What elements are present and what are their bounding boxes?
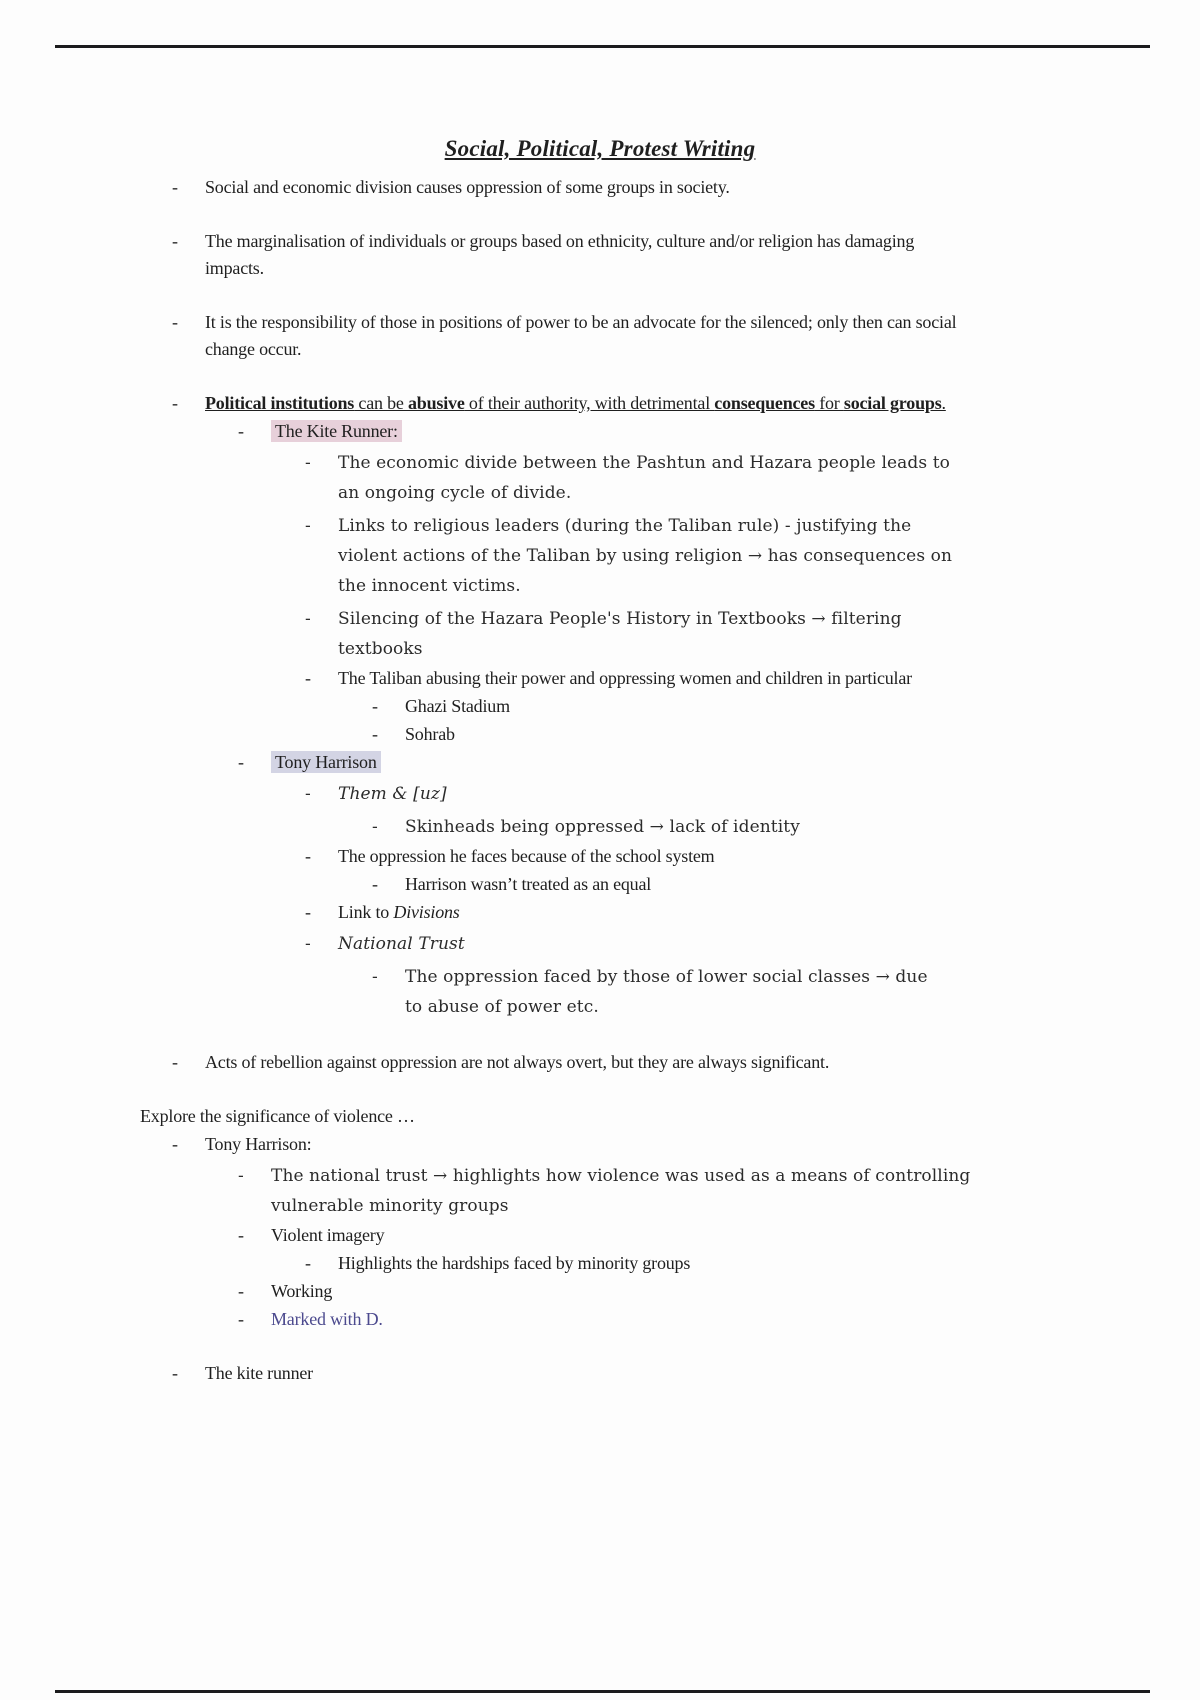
bullet-dash: -: [372, 874, 378, 894]
bullet-text: Highlights the hardships faced by minority groups: [338, 1253, 691, 1273]
bullet-item: [0, 448, 1200, 508]
bullet-text: Political institutions can be abusive of their authority, with detrimental consequences for social groups.: [205, 393, 946, 413]
bullet-item: [0, 1131, 1200, 1158]
bullet-text: [271, 749, 381, 776]
bullet-item: [0, 418, 1200, 445]
bullet-item: [0, 843, 1200, 870]
bullet-text: Marked with D.: [271, 1309, 383, 1329]
document-title: Social, Political, Protest Writing: [444, 136, 756, 161]
document-body: [0, 136, 1200, 1387]
paragraph: [0, 1103, 1200, 1130]
bullet-dash: -: [172, 1052, 178, 1072]
bullet-text: Violent imagery: [271, 1225, 385, 1245]
bullet-dash: -: [372, 967, 378, 987]
bullet-item: [0, 174, 1200, 201]
bullet-item: [0, 721, 1200, 748]
bullet-item: [0, 228, 1200, 282]
bullet-dash: -: [172, 393, 178, 413]
highlighted-text: Tony Harrison: [271, 751, 381, 773]
bullet-text: Acts of rebellion against oppression are not always overt, but they are always significant.: [205, 1052, 830, 1072]
bullet-text: The national trust → highlights how violence was used as a means of controlling vulnerable minority groups: [271, 1166, 971, 1216]
bullet-item: [0, 1360, 1200, 1387]
bullet-item: [0, 309, 1200, 363]
bullet-text: The marginalisation of individuals or groups based on ethnicity, culture and/or religion has damaging impacts.: [205, 231, 915, 278]
bullet-text: Skinheads being oppressed → lack of identity: [405, 817, 800, 837]
bullet-dash: -: [305, 1253, 311, 1273]
bullet-item: [0, 1161, 1200, 1221]
bullet-dash: -: [305, 516, 311, 536]
bullet-text: Working: [271, 1281, 333, 1301]
bullet-text: Ghazi Stadium: [405, 696, 510, 716]
bullet-dash: -: [372, 724, 378, 744]
bullet-item: [0, 779, 1200, 809]
bullet-dash: -: [238, 752, 244, 772]
bullet-text: Silencing of the Hazara People's History in Textbooks → filtering textbooks: [338, 609, 902, 659]
bullet-item: [0, 812, 1200, 842]
bullet-text: [271, 418, 402, 445]
bullet-dash: -: [305, 609, 311, 629]
bullet-item: [0, 390, 1200, 417]
bullet-text: The oppression he faces because of the school system: [338, 846, 715, 866]
bullet-item: [0, 693, 1200, 720]
bullet-dash: -: [172, 231, 178, 251]
bullet-text: The economic divide between the Pashtun and Hazara people leads to an ongoing cycle of divide.: [338, 453, 950, 503]
bullet-text: Social and economic division causes oppression of some groups in society.: [205, 177, 730, 197]
bottom-horizontal-rule: [55, 1690, 1150, 1693]
highlighted-text: The Kite Runner:: [271, 420, 402, 442]
bullet-item: [0, 962, 1200, 1022]
bullet-text: Harrison wasn’t treated as an equal: [405, 874, 652, 894]
bullet-dash: -: [238, 421, 244, 441]
bullet-dash: -: [305, 668, 311, 688]
bullet-text: National Trust: [338, 934, 465, 954]
bullet-dash: -: [305, 453, 311, 473]
bullet-item: [0, 1049, 1200, 1076]
bullet-dash: -: [238, 1225, 244, 1245]
bullet-item: [0, 1278, 1200, 1305]
bullet-item: [0, 899, 1200, 926]
bullet-text: The kite runner: [205, 1363, 313, 1383]
bullet-item: [0, 1306, 1200, 1333]
bullet-text: Sohrab: [405, 724, 455, 744]
bullet-dash: -: [305, 934, 311, 954]
top-horizontal-rule: [55, 45, 1150, 48]
bullet-dash: -: [172, 177, 178, 197]
bullet-text: Explore the significance of violence …: [140, 1106, 415, 1126]
bullet-dash: -: [305, 784, 311, 804]
bullet-item: [0, 871, 1200, 898]
bullet-text: Them & [uz]: [338, 784, 447, 804]
bullet-text: It is the responsibility of those in positions of power to be an advocate for the silenced; only then can social change occur.: [205, 312, 957, 359]
bullet-dash: -: [372, 696, 378, 716]
bullet-text: Link to Divisions: [338, 902, 460, 922]
bullet-item: [0, 749, 1200, 776]
bullet-dash: -: [172, 312, 178, 332]
bullet-dash: -: [172, 1134, 178, 1154]
bullet-text: Links to religious leaders (during the Taliban rule) - justifying the violent actions of the Taliban by using religion → has consequences on the innocent victims.: [338, 516, 953, 596]
bullet-text: Tony Harrison:: [205, 1134, 312, 1154]
bullet-dash: -: [238, 1281, 244, 1301]
bullet-dash: -: [238, 1166, 244, 1186]
bullet-dash: -: [372, 817, 378, 837]
bullet-text: The Taliban abusing their power and oppressing women and children in particular: [338, 668, 912, 688]
bullet-dash: -: [305, 846, 311, 866]
bullet-item: [0, 1222, 1200, 1249]
bullet-item: [0, 511, 1200, 601]
bullet-item: [0, 1250, 1200, 1277]
bullet-item: [0, 665, 1200, 692]
bullet-dash: -: [172, 1363, 178, 1383]
bullet-item: [0, 604, 1200, 664]
bullet-item: [0, 929, 1200, 959]
bullet-text: The oppression faced by those of lower social classes → due to abuse of power etc.: [405, 967, 928, 1017]
bullet-dash: -: [238, 1309, 244, 1329]
bullet-dash: -: [305, 902, 311, 922]
